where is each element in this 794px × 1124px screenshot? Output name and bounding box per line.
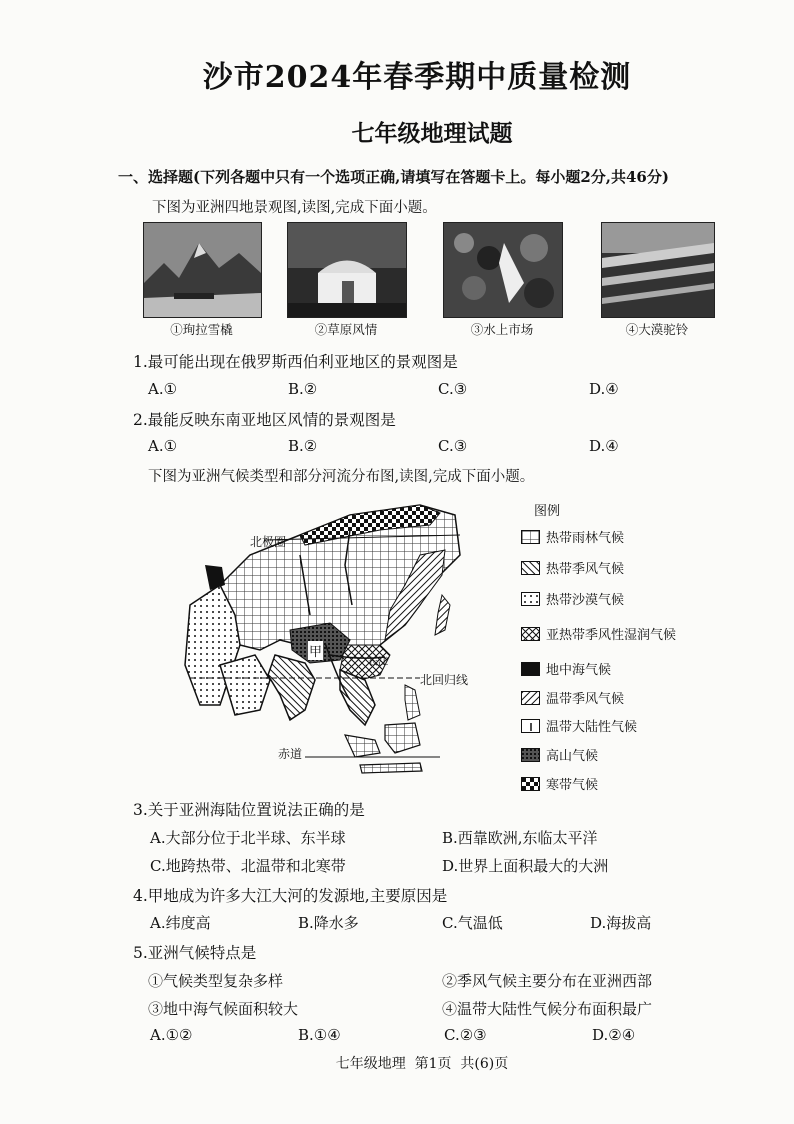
q1-option-c[interactable]: C.③ [438,380,468,398]
label-jia: 甲 [308,641,323,660]
q1-option-d[interactable]: D.④ [589,380,619,398]
q5-statement-4: ④温带大陆性气候分布面积最广 [442,1000,653,1018]
photo-caption-2: ②草原风情 [314,322,378,337]
q3-option-c[interactable]: C.地跨热带、北温带和北寒带 [150,857,346,875]
intro-landscape: 下图为亚洲四地景观图,读图,完成下面小题。 [152,200,437,216]
label-equator: 赤道 [278,747,303,761]
q2-option-a[interactable]: A.① [148,437,178,455]
q1-stem: 1.最可能出现在俄罗斯西伯利亚地区的景观图是 [133,353,458,371]
q4-option-a[interactable]: A.纬度高 [150,914,211,932]
legend-item-temperate-monsoon: 温带季风气候 [521,688,624,707]
q3-option-d[interactable]: D.世界上面积最大的大洲 [442,857,609,875]
legend-item-tropical-desert: 热带沙漠气候 [521,589,624,608]
legend-item-highland: 高山气候 [521,745,598,764]
q5-option-c[interactable]: C.②③ [444,1026,487,1044]
intro-climate-map: 下图为亚洲气候类型和部分河流分布图,读图,完成下面小题。 [148,469,535,485]
q2-option-b[interactable]: B.② [288,437,318,455]
q5-option-d[interactable]: D.②④ [592,1026,636,1044]
q5-option-a[interactable]: A.①② [150,1026,193,1044]
q4-option-b[interactable]: B.降水多 [298,914,359,932]
page-footer: 七年级地理 第1页 共(6)页 [335,1056,509,1072]
legend-item-tropical-rainforest: 热带雨林气候 [521,527,624,546]
asia-climate-map [180,495,480,795]
exam-title: 沙市2024年春季期中质量检测 [202,60,632,95]
photo-dog-sled [143,222,262,318]
q3-option-a[interactable]: A.大部分位于北半球、东半球 [150,829,346,847]
q2-stem: 2.最能反映东南亚地区风情的景观图是 [133,411,396,429]
section-heading: 一、选择题(下列各题中只有一个选项正确,请填写在答题卡上。每小题2分,共46分) [118,168,669,186]
legend-item-tropical-monsoon: 热带季风气候 [521,558,624,577]
photo-caption-3: ③水上市场 [470,322,534,337]
legend-item-temperate-continental: 温带大陆性气候 [521,716,637,735]
q5-option-b[interactable]: B.①④ [298,1026,341,1044]
legend-item-polar: 寒带气候 [521,774,598,793]
q1-option-a[interactable]: A.① [148,380,178,398]
photo-caption-4: ④大漠驼铃 [625,322,689,337]
photo-caption-1: ①珣拉雪橇 [170,322,233,337]
label-arctic-circle: 北极圈 [250,535,287,549]
q5-statement-1: ①气候类型复杂多样 [148,972,284,990]
q4-option-c[interactable]: C.气温低 [442,914,503,932]
legend-title: 图例 [534,504,561,519]
q4-stem: 4.甲地成为许多大江大河的发源地,主要原因是 [133,887,448,905]
photo-desert-camel [601,222,715,318]
q5-statement-2: ②季风气候主要分布在亚洲西部 [442,972,653,990]
label-yangtze: 长江 [368,657,388,668]
q4-option-d[interactable]: D.海拔高 [590,914,652,932]
q5-statement-3: ③地中海气候面积较大 [148,1000,299,1018]
q3-stem: 3.关于亚洲海陆位置说法正确的是 [133,801,365,819]
photo-grassland [287,222,407,318]
legend-item-subtropical-monsoon: 亚热带季风性湿润气候 [521,624,676,643]
photo-water-market [443,222,563,318]
q5-stem: 5.亚洲气候特点是 [133,944,257,962]
legend-item-mediterranean: 地中海气候 [521,659,611,678]
q1-option-b[interactable]: B.② [288,380,318,398]
q2-option-c[interactable]: C.③ [438,437,468,455]
exam-subtitle: 七年级地理试题 [351,120,513,147]
q2-option-d[interactable]: D.④ [589,437,619,455]
label-tropic-of-cancer: 北回归线 [420,673,469,687]
q3-option-b[interactable]: B.西靠欧洲,东临太平洋 [442,829,598,847]
